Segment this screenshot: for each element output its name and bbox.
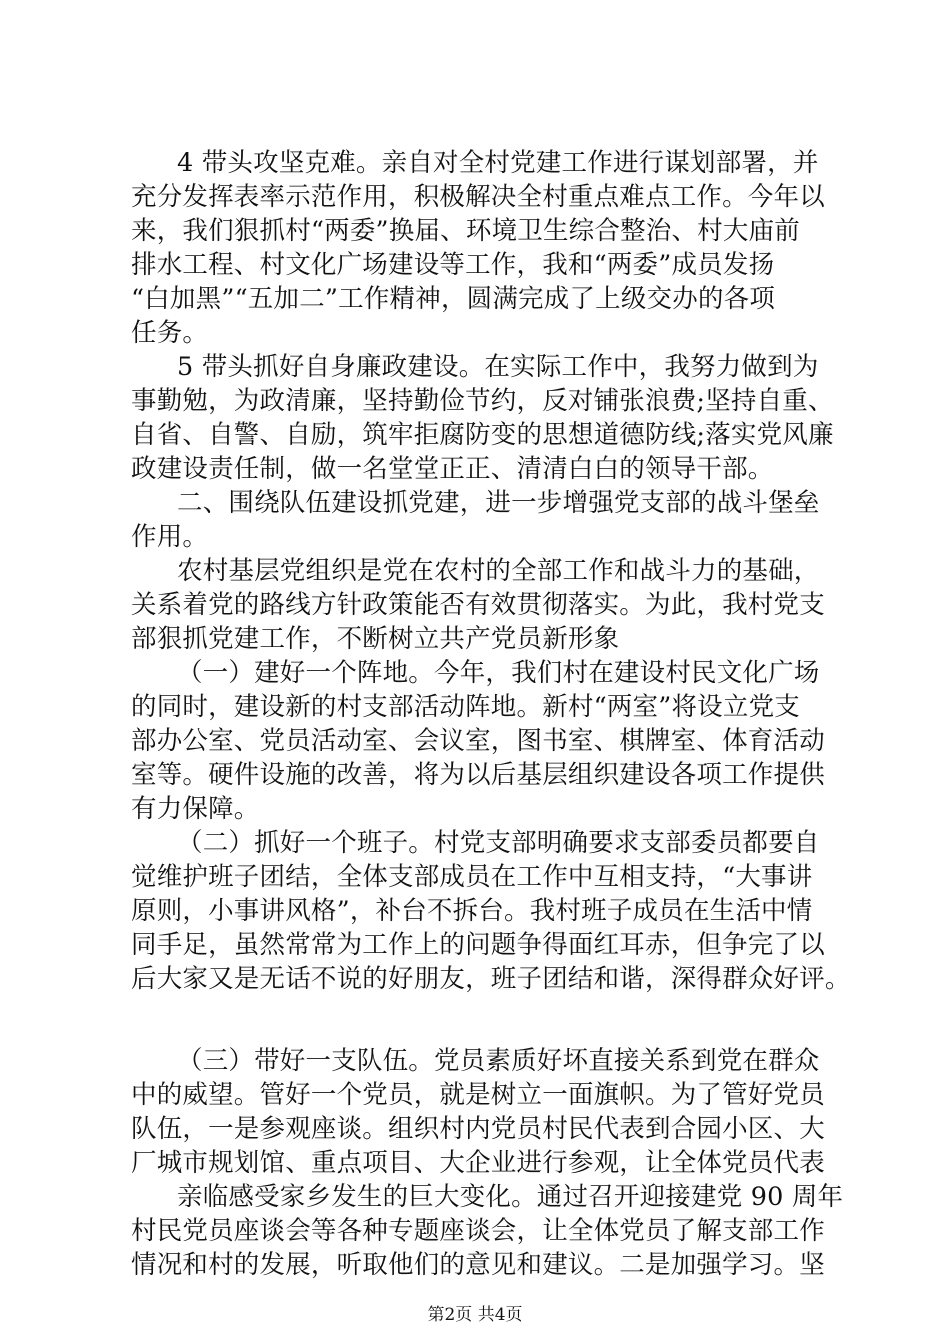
page-number-footer: 第2页 共4页 (427, 1305, 523, 1325)
paragraph-line: 来，我们狠抓村“两委”换届、环境卫生综合整治、村大庙前 (131, 216, 800, 246)
paragraph-line: 自省、自警、自励，筑牢拒腐防变的思想道德防线;落实党风廉 (131, 420, 834, 450)
paragraph-line: （三）带好一支队伍。党员素质好坏直接关系到党在群众 (177, 1046, 820, 1076)
paragraph-line: 情况和村的发展，听取他们的意见和建议。二是加强学习。坚 (131, 1250, 825, 1280)
paragraph-line: 5 带头抓好自身廉政建设。在实际工作中，我努力做到为 (177, 352, 819, 382)
paragraph-line: 原则，小事讲风格”，补台不拆台。我村班子成员在生活中情 (131, 896, 813, 926)
paragraph-line: 中的威望。管好一个党员，就是树立一面旗帜。为了管好党员 (131, 1080, 825, 1110)
paragraph-line: 室等。硬件设施的改善，将为以后基层组织建设各项工作提供 (131, 760, 825, 790)
paragraph-line: 排水工程、村文化广场建设等工作，我和“两委”成员发扬 (131, 250, 775, 280)
paragraph-line: 的同时，建设新的村支部活动阵地。新村“两室”将设立党支 (131, 692, 800, 722)
paragraph-line: 部狠抓党建工作，不断树立共产党员新形象 (131, 624, 620, 654)
paragraph-line: 任务。 (131, 318, 209, 348)
paragraph-line: 充分发挥表率示范作用，积极解决全村重点难点工作。今年以 (131, 182, 825, 212)
section-heading-line: 作用。 (131, 522, 209, 552)
paragraph-line: 政建设责任制，做一名堂堂正正、清清白白的领导干部。 (131, 454, 774, 484)
paragraph-line: （二）抓好一个班子。村党支部明确要求支部委员都要自 (177, 828, 820, 858)
paragraph-line: 部办公室、党员活动室、会议室，图书室、棋牌室、体育活动 (131, 726, 825, 756)
paragraph-line: 后大家又是无话不说的好朋友，班子团结和谐，深得群众好评。 (131, 964, 851, 994)
paragraph-line: 村民党员座谈会等各种专题座谈会，让全体党员了解支部工作 (131, 1216, 825, 1246)
paragraph-line: （一）建好一个阵地。今年，我们村在建设村民文化广场 (177, 658, 820, 688)
paragraph-line: 有力保障。 (131, 794, 260, 824)
paragraph-line: 同手足，虽然常常为工作上的问题争得面红耳赤，但争完了以 (131, 930, 825, 960)
paragraph-line: 事勤勉，为政清廉，坚持勤俭节约，反对铺张浪费;坚持自重、 (131, 386, 834, 416)
paragraph-line: 农村基层党组织是党在农村的全部工作和战斗力的基础， (177, 556, 820, 586)
paragraph-line: 关系着党的路线方针政策能否有效贯彻落实。为此，我村党支 (131, 590, 825, 620)
section-heading-line: 二、围绕队伍建设抓党建，进一步增强党支部的战斗堡垒 (177, 488, 820, 518)
paragraph-line: 4 带头攻坚克难。亲自对全村党建工作进行谋划部署，并 (177, 148, 819, 178)
paragraph-line: 亲临感受家乡发生的巨大变化。通过召开迎接建党 90 周年 (177, 1182, 844, 1212)
paragraph-line: 厂城市规划馆、重点项目、大企业进行参观，让全体党员代表 (131, 1148, 825, 1178)
paragraph-line: 觉维护班子团结，全体支部成员在工作中互相支持，“大事讲 (131, 862, 813, 892)
paragraph-line: “白加黑”“五加二”工作精神，圆满完成了上级交办的各项 (131, 284, 776, 314)
paragraph-line: 队伍，一是参观座谈。组织村内党员村民代表到合园小区、大 (131, 1114, 825, 1144)
